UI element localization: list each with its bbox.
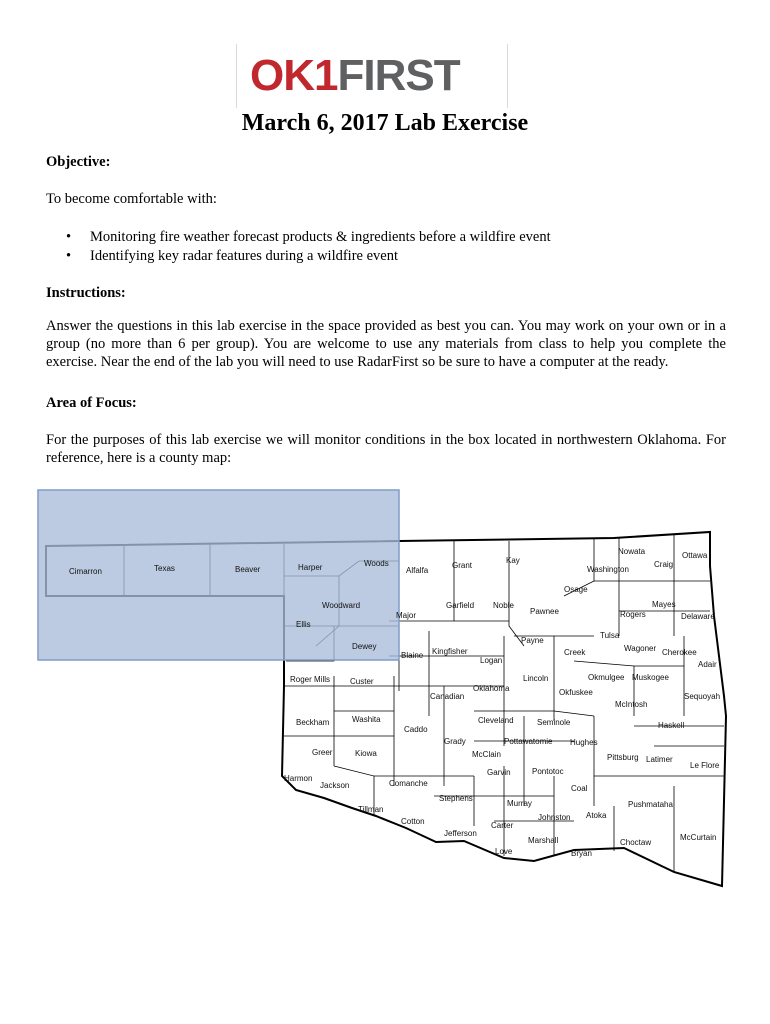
objective-intro: To become comfortable with: [46, 191, 217, 207]
county-label: Stephens [439, 794, 473, 803]
county-label: Pottawatomie [504, 737, 553, 746]
county-label: Wagoner [624, 644, 657, 653]
county-label: Cleveland [478, 716, 514, 725]
county-label: Noble [493, 601, 514, 610]
area-of-focus-heading: Area of Focus: [46, 395, 137, 411]
county-label: Oklahoma [473, 684, 510, 693]
county-label: Pawnee [530, 607, 559, 616]
county-label: Texas [154, 564, 175, 573]
county-label: Washita [352, 715, 381, 724]
county-label: Canadian [430, 692, 465, 701]
county-label: Osage [564, 585, 588, 594]
county-label: Greer [312, 748, 333, 757]
county-label: Cimarron [69, 567, 102, 576]
county-label: Pushmataha [628, 800, 673, 809]
county-label: McCurtain [680, 833, 717, 842]
county-label: Cotton [401, 817, 425, 826]
page-title: March 6, 2017 Lab Exercise [241, 110, 529, 136]
county-label: Kingfisher [432, 647, 468, 656]
county-label: Hughes [570, 738, 598, 747]
county-label: Comanche [389, 779, 428, 788]
county-label: Kay [506, 556, 520, 565]
county-label: Pontotoc [532, 767, 564, 776]
objective-heading: Objective: [46, 154, 111, 170]
county-label: Jefferson [444, 829, 477, 838]
county-label: Roger Mills [290, 675, 331, 684]
county-label: Washington [587, 565, 629, 574]
county-label: Garfield [446, 601, 475, 610]
logo-ok: OK [250, 51, 314, 100]
county-label: Atoka [586, 811, 607, 820]
county-label: Seminole [537, 718, 571, 727]
county-label: Creek [564, 648, 586, 657]
instructions-heading: Instructions: [46, 285, 126, 301]
area-of-focus-text: For the purposes of this lab exercise we will monitor conditions in the box located in northwestern Oklahoma. For reference, here is a county map: [46, 432, 726, 466]
county-label: Carter [491, 821, 514, 830]
ok1first-logo [250, 51, 460, 100]
bullet-text: Identifying key radar features during a wildfire event [90, 248, 398, 264]
county-label: Kiowa [355, 749, 377, 758]
county-label: Woods [364, 559, 389, 568]
county-label: Lincoln [523, 674, 549, 683]
county-label: Delaware [681, 612, 715, 621]
list-item [46, 247, 551, 266]
county-label: Love [495, 847, 513, 856]
county-label: Harper [298, 563, 323, 572]
county-label: Harmon [284, 774, 313, 783]
county-label: Beaver [235, 565, 261, 574]
county-label: Sequoyah [684, 692, 721, 701]
county-label: Blaine [401, 651, 424, 660]
county-label: Muskogee [632, 673, 669, 682]
county-label: Payne [521, 636, 544, 645]
county-label: Tulsa [600, 631, 620, 640]
county-label: Dewey [352, 642, 377, 651]
objective-list [46, 228, 551, 266]
county-label: Okfuskee [559, 688, 593, 697]
list-item [46, 228, 551, 247]
county-label: Haskell [658, 721, 685, 730]
instructions-text: Answer the questions in this lab exercise in the space provided as best you can. You may work on your own or in a group (no more than 6 per group). You are welcome to use any materials from class to help you complete the exercise. Near the end of the lab you will need to use RadarFirst so be sure to have a computer at the ready. [46, 318, 726, 370]
county-label: Okmulgee [588, 673, 625, 682]
bullet-icon: • [66, 248, 72, 264]
oklahoma-county-map [34, 486, 734, 891]
county-label: Grady [444, 737, 466, 746]
county-label: Cherokee [662, 648, 697, 657]
county-label: Nowata [618, 547, 646, 556]
county-label: Ellis [296, 620, 311, 629]
county-label: Murray [507, 799, 532, 808]
county-label: Tillman [358, 805, 384, 814]
county-label: Caddo [404, 725, 428, 734]
county-label: Le Flore [690, 761, 720, 770]
county-label: Woodward [322, 601, 361, 610]
county-label: Ottawa [682, 551, 708, 560]
logo-first: FIRST [337, 51, 460, 100]
county-label: Grant [452, 561, 473, 570]
county-label: Adair [698, 660, 717, 669]
county-label: Craig [654, 560, 674, 569]
county-label: Alfalfa [406, 566, 429, 575]
county-label: Pittsburg [607, 753, 639, 762]
bullet-icon: • [66, 229, 72, 245]
county-label: Rogers [620, 610, 646, 619]
county-label: Mayes [652, 600, 676, 609]
bullet-text: Monitoring fire weather forecast products & ingredients before a wildfire event [90, 229, 551, 245]
county-label: Coal [571, 784, 588, 793]
county-label: Marshall [528, 836, 559, 845]
county-label: Logan [480, 656, 503, 665]
county-label: Jackson [320, 781, 350, 790]
county-label: Beckham [296, 718, 330, 727]
county-label: Garvin [487, 768, 511, 777]
county-label: McClain [472, 750, 501, 759]
county-label: Latimer [646, 755, 673, 764]
county-label: Bryan [571, 849, 592, 858]
logo-one: 1 [314, 51, 338, 100]
county-label: Custer [350, 677, 374, 686]
county-label: Major [396, 611, 417, 620]
county-label: Johnston [538, 813, 571, 822]
county-label: McIntosh [615, 700, 648, 709]
county-label: Choctaw [620, 838, 652, 847]
